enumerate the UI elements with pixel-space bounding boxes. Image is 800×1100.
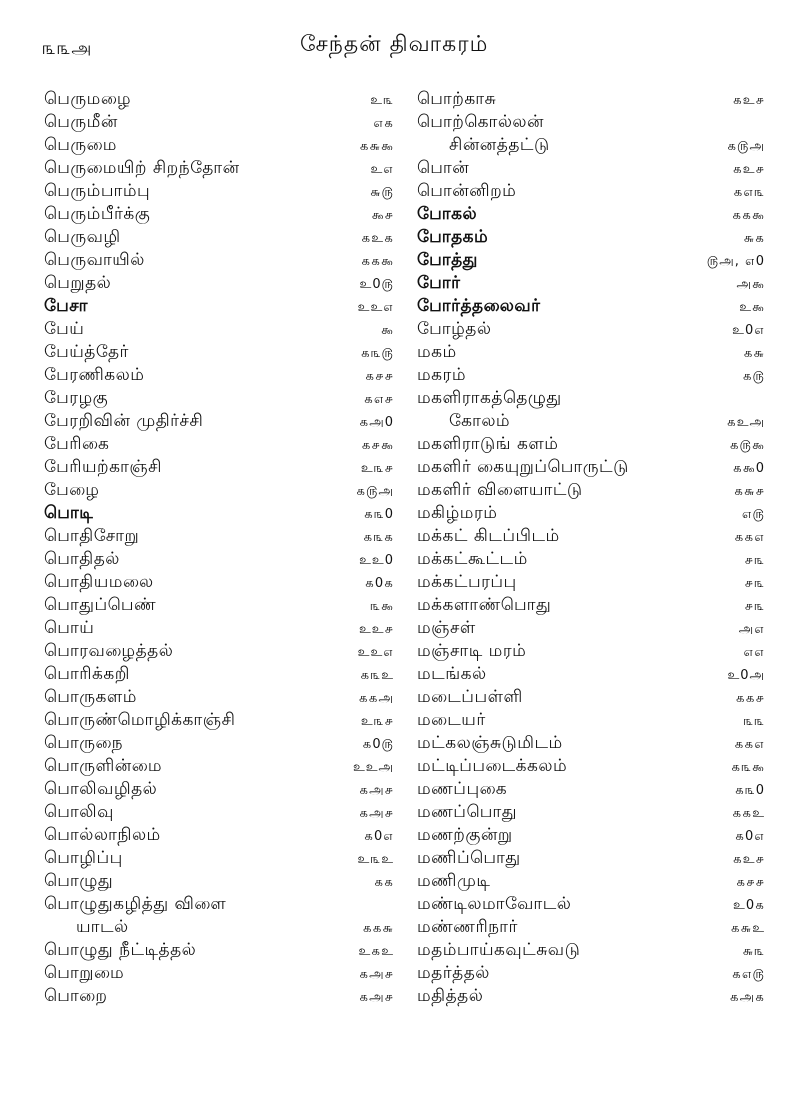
entry-reference: உஉ௪ xyxy=(358,622,394,637)
entry-word: பொருண்மொழிக்காஞ்சி xyxy=(44,710,236,730)
entry-word: மதித்தல் xyxy=(417,986,484,1006)
dictionary-entry xyxy=(44,640,394,663)
entry-reference: ௧0௫ xyxy=(362,737,394,752)
entry-word: பொறுமை xyxy=(44,963,125,983)
entry-reference: ௧௭௩ xyxy=(733,185,765,200)
entry-word: பெருவாயில் xyxy=(44,250,145,270)
dictionary-entry xyxy=(44,88,394,111)
entry-word: பொதுப்பெண் xyxy=(44,595,157,615)
entry-word: பொலிவு xyxy=(44,802,114,822)
entry-word: பேய் xyxy=(44,319,85,339)
entry-word: மகரம் xyxy=(417,365,467,385)
dictionary-entry xyxy=(44,824,394,847)
dictionary-entry xyxy=(417,479,765,502)
dictionary-entry xyxy=(417,134,765,157)
entry-word: பேரழகு xyxy=(44,388,109,408)
dictionary-entry xyxy=(417,893,765,916)
entry-word: பொதிதல் xyxy=(44,549,120,569)
entry-reference: ௭௭ xyxy=(743,645,765,660)
dictionary-entry xyxy=(44,985,394,1008)
entry-word: பொருநை xyxy=(44,733,124,753)
dictionary-entry xyxy=(417,755,765,778)
entry-word: மஞ்சள் xyxy=(417,618,476,638)
dictionary-entry xyxy=(417,916,765,939)
entry-reference: ௧அ0 xyxy=(359,415,394,430)
dictionary-entry xyxy=(44,893,394,916)
dictionary-entry xyxy=(44,226,394,249)
entry-word: போர் xyxy=(417,273,461,293)
dictionary-entry xyxy=(417,502,765,525)
dictionary-entry xyxy=(44,318,394,341)
dictionary-entry xyxy=(44,939,394,962)
dictionary-entry xyxy=(417,801,765,824)
dictionary-entry xyxy=(417,939,765,962)
entry-reference: ௬௩ xyxy=(742,944,765,959)
entry-word: மணிப்பொது xyxy=(417,848,521,868)
dictionary-entry xyxy=(417,203,765,226)
entry-reference: ௪௩ xyxy=(744,576,765,591)
entry-word: பொற்கொல்லன் xyxy=(417,112,545,132)
entry-word: மதம்பாய்கவுட்சுவடு xyxy=(417,940,581,960)
entry-word: பொல்லாநிலம் xyxy=(44,825,161,845)
dictionary-entry xyxy=(44,249,394,272)
dictionary-entry xyxy=(44,617,394,640)
entry-word: பேரியற்காஞ்சி xyxy=(44,457,162,477)
entry-reference: ௧௧ xyxy=(374,875,394,890)
entry-reference: ௧0௭ xyxy=(364,829,394,844)
entry-word: மக்கட் கிடப்பிடம் xyxy=(417,526,560,546)
entry-reference: ௧அ௪ xyxy=(359,783,394,798)
entry-reference: ௬௫ xyxy=(370,185,394,200)
entry-reference: ௧௬ xyxy=(743,346,765,361)
dictionary-entry xyxy=(417,387,765,410)
entry-word: மட்டிப்படைக்கலம் xyxy=(417,756,568,776)
entry-word: மகளிர் விளையாட்டு xyxy=(417,480,583,500)
entry-word: மதர்த்தல் xyxy=(417,963,490,983)
dictionary-entry xyxy=(44,594,394,617)
dictionary-entry xyxy=(417,962,765,985)
entry-word: மகளிராகத்தெழுது xyxy=(417,388,562,408)
entry-reference: உஉஅ xyxy=(352,760,394,775)
dictionary-entry xyxy=(417,778,765,801)
left-entry-list xyxy=(44,88,394,1008)
entry-word: பெறுதல் xyxy=(44,273,112,293)
entry-word: பொதியமலை xyxy=(44,572,154,592)
entry-reference: ௧௧௭ xyxy=(734,737,765,752)
right-entry-list xyxy=(417,88,765,1008)
entry-word: போர்த்தலைவர் xyxy=(417,296,541,316)
entry-reference: ௧௬௯ xyxy=(359,139,394,154)
entry-reference: ௧௪௯ xyxy=(361,438,394,453)
dictionary-entry xyxy=(44,801,394,824)
entry-word: மஞ்சாடி மரம் xyxy=(417,641,527,661)
entry-reference: ௧௫அ xyxy=(356,484,394,499)
dictionary-entry xyxy=(417,847,765,870)
entry-word: பொழிப்பு xyxy=(44,848,123,868)
entry-reference: ௧௯0 xyxy=(732,461,765,476)
entry-word: மடையர் xyxy=(417,710,486,730)
entry-word: பெருவழி xyxy=(44,227,121,247)
entry-word: பொழுது xyxy=(44,871,114,891)
entry-word: பொற்காசு xyxy=(417,89,497,109)
entry-word: பெருமை xyxy=(44,135,117,155)
entry-reference: உ0௫ xyxy=(359,277,394,292)
dictionary-entry xyxy=(44,502,394,525)
entry-word: சின்னத்தட்டு xyxy=(449,135,550,155)
entry-reference: ௧௭௫ xyxy=(731,967,765,982)
dictionary-entry xyxy=(417,617,765,640)
page-number: ௩௩அ xyxy=(42,38,93,59)
entry-word: பெரும்பீர்க்கு xyxy=(44,204,151,224)
entry-reference: உ0௧ xyxy=(733,898,765,913)
entry-word: மக்கட்கூட்டம் xyxy=(417,549,528,569)
entry-reference: ௧௧அ xyxy=(358,691,394,706)
entry-reference: ௧உ௧ xyxy=(361,231,394,246)
entry-word: மணப்புகை xyxy=(417,779,508,799)
right-column xyxy=(417,88,765,1008)
entry-word: யாடல் xyxy=(76,917,129,937)
dictionary-entry xyxy=(44,180,394,203)
dictionary-entry xyxy=(417,272,765,295)
dictionary-entry xyxy=(417,870,765,893)
dictionary-entry xyxy=(417,525,765,548)
dictionary-entry xyxy=(44,686,394,709)
entry-reference: ௩௯ xyxy=(370,599,394,614)
entry-word: பேரிகை xyxy=(44,434,110,454)
entry-reference: ௧அ௪ xyxy=(359,967,394,982)
dictionary-entry xyxy=(44,111,394,134)
page-title: சேந்தன் திவாகரம் xyxy=(300,32,489,57)
entry-word: போத்து xyxy=(417,250,478,270)
entry-word: பொழுதுகழித்து விளை xyxy=(44,894,227,914)
dictionary-entry xyxy=(44,134,394,157)
dictionary-entry xyxy=(44,364,394,387)
entry-reference: ௪௩ xyxy=(744,599,765,614)
entry-word: பேரணிகலம் xyxy=(44,365,145,385)
entry-reference: உ௩௪ xyxy=(360,714,394,729)
entry-word: மணிமுடி xyxy=(417,871,491,891)
entry-word: மணப்பொது xyxy=(417,802,517,822)
entry-reference: உ௧உ xyxy=(358,944,394,959)
entry-word: பேய்த்தேர் xyxy=(44,342,129,362)
entry-reference: உ௯ xyxy=(739,300,765,315)
entry-reference: ௧௪௪ xyxy=(365,369,394,384)
dictionary-entry xyxy=(417,226,765,249)
entry-word: பொதிசோறு xyxy=(44,526,140,546)
entry-word: பேரறிவின் முதிர்ச்சி xyxy=(44,411,204,431)
entry-reference: உஉ0 xyxy=(359,553,394,568)
dictionary-entry xyxy=(417,594,765,617)
entry-reference: உ௩ xyxy=(370,93,394,108)
entry-word: மணற்குன்று xyxy=(417,825,513,845)
dictionary-entry xyxy=(417,709,765,732)
dictionary-entry xyxy=(417,640,765,663)
entry-word: மட்கலஞ்சுடுமிடம் xyxy=(417,733,563,753)
entry-word: மண்டிலமாவோடல் xyxy=(417,894,572,914)
entry-reference: ௧உ௪ xyxy=(732,162,765,177)
dictionary-entry xyxy=(44,272,394,295)
dictionary-entry xyxy=(417,88,765,111)
entry-reference: ௧௧௯ xyxy=(361,254,394,269)
entry-reference: ௧௩௧ xyxy=(363,530,394,545)
entry-word: பொரவழைத்தல் xyxy=(44,641,174,661)
entry-word: பொலிவழிதல் xyxy=(44,779,158,799)
entry-word: பொன்னிறம் xyxy=(417,181,517,201)
dictionary-entry xyxy=(417,318,765,341)
dictionary-entry xyxy=(417,249,765,272)
entry-reference: உ0அ xyxy=(727,668,765,683)
dictionary-entry xyxy=(417,985,765,1008)
dictionary-entry xyxy=(44,157,394,180)
entry-reference: ௧௫ xyxy=(742,369,765,384)
dictionary-entry xyxy=(417,295,765,318)
entry-word: பெருமழை xyxy=(44,89,132,109)
entry-reference: ௧௩0 xyxy=(363,507,394,522)
entry-reference: ௧உ௪ xyxy=(732,852,765,867)
dictionary-entry xyxy=(44,962,394,985)
dictionary-entry xyxy=(417,341,765,364)
entry-reference: ௧௬உ xyxy=(730,921,765,936)
entry-word: பொருகளம் xyxy=(44,687,137,707)
entry-reference: ௫அ, ௭0 xyxy=(706,254,765,269)
dictionary-entry xyxy=(417,686,765,709)
dictionary-entry xyxy=(417,433,765,456)
dictionary-entry xyxy=(44,479,394,502)
dictionary-entry xyxy=(44,410,394,433)
dictionary-entry xyxy=(44,387,394,410)
entry-word: பொழுது நீட்டித்தல் xyxy=(44,940,197,960)
dictionary-entry xyxy=(417,410,765,433)
entry-reference: ௯ xyxy=(380,323,394,338)
dictionary-entry xyxy=(44,341,394,364)
entry-reference: ௧௫௯ xyxy=(729,438,765,453)
entry-reference: ௧அ௪ xyxy=(359,806,394,821)
entry-reference: ௯௪ xyxy=(371,208,394,223)
entry-reference: ௭௧ xyxy=(373,116,394,131)
entry-reference: ௧௪௪ xyxy=(736,875,765,890)
dictionary-entry xyxy=(44,778,394,801)
entry-word: போதகம் xyxy=(417,227,489,247)
entry-reference: ௧அ௪ xyxy=(359,990,394,1005)
entry-word: பொடி xyxy=(44,503,94,523)
entry-word: மகளிர் கையுறுப்பொருட்டு xyxy=(417,457,629,477)
entry-word: பெரும்பாம்பு xyxy=(44,181,151,201)
entry-word: பொன் xyxy=(417,158,470,178)
dictionary-entry xyxy=(44,663,394,686)
entry-reference: அ௭ xyxy=(738,622,765,637)
entry-reference: உ௭ xyxy=(370,162,394,177)
entry-word: பொருளின்மை xyxy=(44,756,163,776)
entry-reference: ௪௩ xyxy=(744,553,765,568)
dictionary-entry xyxy=(44,571,394,594)
entry-reference: ௧௩0 xyxy=(734,783,765,798)
entry-word: மகம் xyxy=(417,342,457,362)
entry-reference: ௭௫ xyxy=(741,507,765,522)
entry-reference: ௧௩௫ xyxy=(360,346,394,361)
entry-reference: உ௩௪ xyxy=(360,461,394,476)
entry-word: பெருமையிற் சிறந்தோன் xyxy=(44,158,240,178)
dictionary-entry xyxy=(44,755,394,778)
entry-reference: ௧0௭ xyxy=(735,829,765,844)
dictionary-entry xyxy=(44,847,394,870)
dictionary-entry xyxy=(417,180,765,203)
entry-reference: ௧௧உ xyxy=(732,806,765,821)
entry-word: போழ்தல் xyxy=(417,319,492,339)
entry-reference: ௧உ௪ xyxy=(732,93,765,108)
dictionary-entry xyxy=(417,548,765,571)
dictionary-entry xyxy=(44,295,394,318)
entry-reference: ௧௬௪ xyxy=(734,484,765,499)
entry-reference: ௧௩௯ xyxy=(731,760,765,775)
entry-word: பொரிக்கறி xyxy=(44,664,130,684)
dictionary-entry xyxy=(417,824,765,847)
entry-reference: உ0௭ xyxy=(732,323,765,338)
entry-word: மடங்கல் xyxy=(417,664,487,684)
entry-reference: ௧௭௪ xyxy=(363,392,394,407)
entry-word: மடைப்பள்ளி xyxy=(417,687,523,707)
entry-reference: ௩௩ xyxy=(743,714,765,729)
dictionary-entry xyxy=(44,916,394,939)
dictionary-entry xyxy=(417,732,765,755)
entry-reference: ௬௧ xyxy=(743,231,765,246)
entry-reference: உஉ௭ xyxy=(357,645,394,660)
entry-word: பொறை xyxy=(44,986,108,1006)
entry-word: மண்ணரிநார் xyxy=(417,917,518,937)
entry-reference: அ௯ xyxy=(736,277,765,292)
entry-word: போகல் xyxy=(417,204,478,224)
dictionary-entry xyxy=(44,732,394,755)
entry-reference: ௧௩உ xyxy=(360,668,394,683)
entry-reference: ௧உஅ xyxy=(726,415,765,430)
entry-reference: ௧௧௭ xyxy=(734,530,765,545)
entry-reference: ௧௧௯ xyxy=(732,208,765,223)
entry-reference: ௧அ௧ xyxy=(729,990,765,1005)
entry-word: மகளிராடுங் களம் xyxy=(417,434,559,454)
entry-reference: ௧௫அ xyxy=(727,139,765,154)
entry-word: பெருமீன் xyxy=(44,112,118,132)
dictionary-entry xyxy=(417,456,765,479)
entry-reference: ௧௧௬ xyxy=(362,921,394,936)
entry-word: மக்கட்பரப்பு xyxy=(417,572,517,592)
dictionary-entry xyxy=(44,709,394,732)
dictionary-entry xyxy=(417,111,765,134)
dictionary-entry xyxy=(44,548,394,571)
entry-word: மகிழ்மரம் xyxy=(417,503,498,523)
dictionary-entry xyxy=(44,456,394,479)
left-column xyxy=(44,88,394,1008)
entry-reference: உஉ௭ xyxy=(357,300,394,315)
entry-word: பேழை xyxy=(44,480,100,500)
dictionary-entry xyxy=(44,525,394,548)
entry-word: கோலம் xyxy=(449,411,511,431)
dictionary-entry xyxy=(44,870,394,893)
dictionary-entry xyxy=(44,433,394,456)
entry-word: மக்களாண்பொது xyxy=(417,595,552,615)
dictionary-entry xyxy=(417,157,765,180)
entry-reference: உ௩உ xyxy=(357,852,394,867)
entry-word: பேசா xyxy=(44,296,89,316)
dictionary-entry xyxy=(417,364,765,387)
dictionary-entry xyxy=(417,571,765,594)
entry-word: பொய் xyxy=(44,618,95,638)
dictionary-entry xyxy=(44,203,394,226)
entry-reference: ௧௧௪ xyxy=(735,691,765,706)
entry-reference: ௧0௧ xyxy=(364,576,394,591)
dictionary-entry xyxy=(417,663,765,686)
